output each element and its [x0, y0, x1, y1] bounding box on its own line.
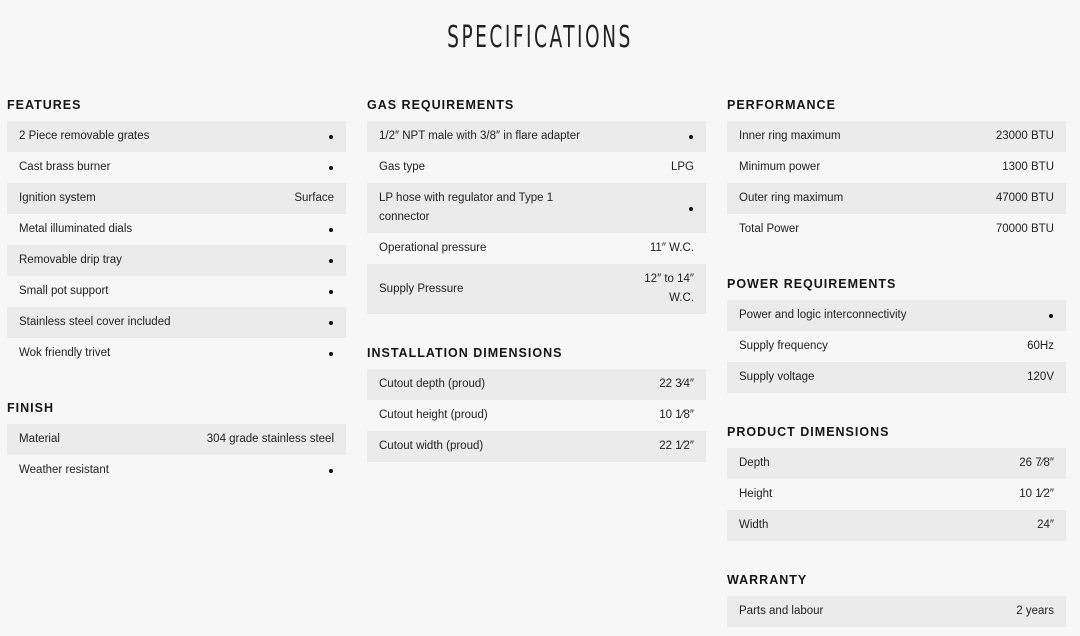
- spec-row: [727, 214, 1066, 245]
- spec-value: 304 grade stainless steel: [206, 433, 334, 445]
- spec-row: [727, 362, 1066, 393]
- bullet-dot-icon: [329, 352, 333, 356]
- bullet-dot-icon: [329, 166, 333, 170]
- spec-row: [727, 510, 1066, 541]
- spec-row: [727, 152, 1066, 183]
- section-finish: [7, 401, 346, 486]
- spec-label: Outer ring maximum: [739, 192, 844, 204]
- spec-rows: [367, 369, 706, 462]
- spec-value: [329, 127, 334, 146]
- spec-label: Stainless steel cover included: [19, 316, 171, 328]
- section-features: [7, 98, 346, 369]
- spec-row: [727, 331, 1066, 362]
- bullet-dot-icon: [329, 321, 333, 325]
- spec-label: Minimum power: [739, 161, 821, 173]
- spec-label: Metal illuminated dials: [19, 223, 133, 235]
- spec-value: 1300 BTU: [1002, 161, 1054, 173]
- section-power-requirements: [727, 277, 1066, 393]
- spec-rows: [727, 448, 1066, 541]
- spec-value: 70000 BTU: [995, 223, 1054, 235]
- spec-row: [7, 214, 346, 245]
- section-title: FEATURES: [7, 98, 82, 112]
- spec-row: [727, 183, 1066, 214]
- spec-row: [367, 431, 706, 462]
- spec-row: [7, 276, 346, 307]
- spec-label: Wok friendly trivet: [19, 347, 111, 359]
- spec-label: Removable drip tray: [19, 254, 122, 266]
- spec-label: Supply frequency: [739, 340, 828, 352]
- spec-rows: [727, 121, 1066, 245]
- spec-label: Supply voltage: [739, 371, 815, 383]
- spec-value: 12″ to 14″ W.C.: [644, 273, 694, 304]
- spec-label: Cutout height (proud): [379, 409, 488, 421]
- spec-row: [367, 152, 706, 183]
- spec-row: [727, 300, 1066, 331]
- bullet-dot-icon: [689, 207, 693, 211]
- spec-value: [689, 127, 694, 146]
- spec-rows: [7, 424, 346, 486]
- spec-value: [689, 199, 694, 218]
- spec-row: [727, 479, 1066, 510]
- spec-rows: [367, 121, 706, 314]
- section-title: WARRANTY: [727, 573, 808, 587]
- spec-row: [367, 121, 706, 152]
- bullet-dot-icon: [1049, 314, 1053, 318]
- spec-label: Width: [739, 519, 769, 531]
- spec-value: 26 7⁄8″: [1019, 457, 1054, 469]
- spec-row: [367, 400, 706, 431]
- spec-label: LP hose with regulator and Type 1 connector: [379, 192, 554, 223]
- spec-value: LPG: [670, 161, 694, 173]
- spec-row: [7, 121, 346, 152]
- section-title: POWER REQUIREMENTS: [727, 277, 897, 291]
- spec-value: [329, 461, 334, 480]
- spec-value: 2 years: [1016, 605, 1054, 617]
- spec-label: Supply Pressure: [379, 282, 464, 295]
- spec-label: Cutout depth (proud): [379, 378, 486, 390]
- spec-value: 24″: [1037, 519, 1054, 531]
- spec-label: Small pot support: [19, 285, 109, 297]
- spec-row: [7, 245, 346, 276]
- spec-label: Total Power: [739, 223, 800, 235]
- spec-rows: [727, 300, 1066, 393]
- section-title: INSTALLATION DIMENSIONS: [367, 346, 563, 360]
- spec-value: 47000 BTU: [995, 192, 1054, 204]
- spec-row: [7, 424, 346, 455]
- spec-value: [329, 313, 334, 332]
- spec-label: Ignition system: [19, 192, 96, 204]
- spec-label: Operational pressure: [379, 242, 487, 254]
- page-title: SPECIFICATIONS: [447, 20, 633, 56]
- spec-value: 11″ W.C.: [649, 242, 694, 254]
- spec-row: [727, 448, 1066, 479]
- bullet-dot-icon: [329, 259, 333, 263]
- spec-value: [329, 158, 334, 177]
- spec-value: 10 1⁄2″: [1019, 488, 1054, 500]
- section-title: GAS REQUIREMENTS: [367, 98, 515, 112]
- section-performance: [727, 98, 1066, 245]
- spec-row: [727, 596, 1066, 627]
- spec-rows: [727, 596, 1066, 627]
- spec-row: [7, 183, 346, 214]
- spec-value: [1049, 306, 1054, 325]
- spec-row: [7, 307, 346, 338]
- section-title: PRODUCT DIMENSIONS: [727, 425, 890, 439]
- spec-value: 60Hz: [1027, 340, 1054, 352]
- spec-label: Power and logic interconnectivity: [739, 309, 907, 321]
- spec-row: [7, 455, 346, 486]
- bullet-dot-icon: [329, 135, 333, 139]
- spec-label: Parts and labour: [739, 605, 824, 617]
- spec-value: [329, 220, 334, 239]
- spec-label: Cutout width (proud): [379, 440, 484, 452]
- spec-label: Depth: [739, 457, 770, 469]
- spec-value: 23000 BTU: [995, 130, 1054, 142]
- section-product-dimensions: [727, 425, 1066, 541]
- spec-row: [7, 338, 346, 369]
- section-warranty: [727, 573, 1066, 627]
- spec-label: Cast brass burner: [19, 161, 111, 173]
- spec-value: [329, 344, 334, 363]
- spec-label: Weather resistant: [19, 464, 109, 476]
- section-title: FINISH: [7, 401, 54, 415]
- spec-row: [367, 233, 706, 264]
- spec-row: [727, 121, 1066, 152]
- spec-rows: [7, 121, 346, 369]
- section-gas-requirements: [367, 98, 706, 314]
- spec-label: 2 Piece removable grates: [19, 130, 150, 142]
- spec-value: 22 3⁄4″: [659, 378, 694, 390]
- spec-row: [367, 264, 706, 314]
- bullet-dot-icon: [689, 135, 693, 139]
- spec-value: 10 1⁄8″: [659, 409, 694, 421]
- spec-value: [329, 251, 334, 270]
- section-title: PERFORMANCE: [727, 98, 836, 112]
- bullet-dot-icon: [329, 228, 333, 232]
- spec-row: [367, 183, 706, 233]
- spec-label: Height: [739, 488, 773, 500]
- spec-label: Inner ring maximum: [739, 130, 841, 142]
- spec-row: [7, 152, 346, 183]
- spec-label: Material: [19, 433, 60, 445]
- spec-label: Gas type: [379, 161, 426, 173]
- spec-value: 22 1⁄2″: [659, 440, 694, 452]
- bullet-dot-icon: [329, 290, 333, 294]
- spec-label: 1/2″ NPT male with 3/8″ in flare adapter: [379, 130, 580, 142]
- spec-row: [367, 369, 706, 400]
- spec-value: [329, 282, 334, 301]
- spec-value: 120V: [1027, 371, 1054, 383]
- section-installation-dimensions: [367, 346, 706, 462]
- bullet-dot-icon: [329, 469, 333, 473]
- spec-value: Surface: [294, 192, 334, 204]
